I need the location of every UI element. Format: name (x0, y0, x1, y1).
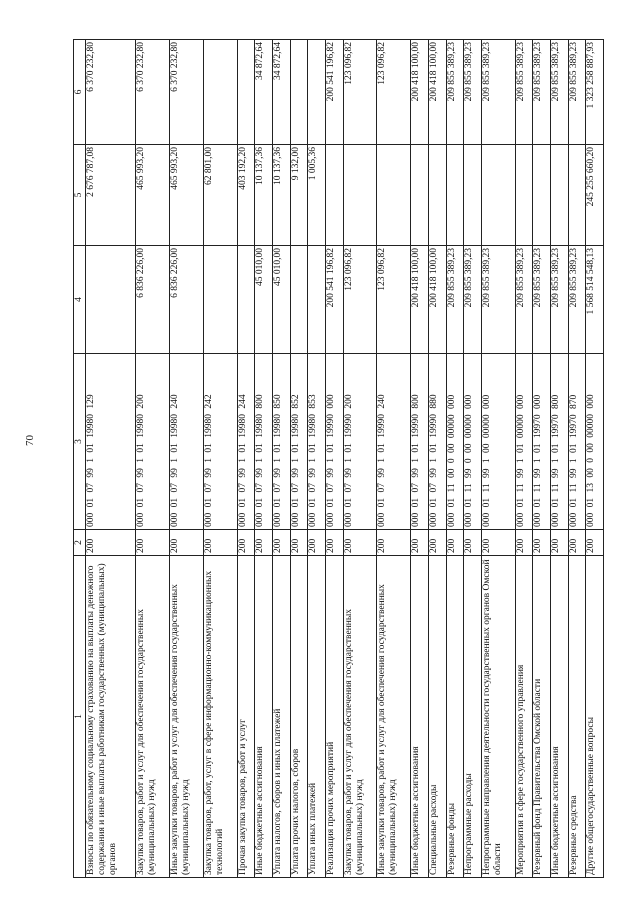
amount-col5-cell (343, 145, 377, 246)
table-row (377, 40, 411, 878)
admin-code-cell: 200 (169, 530, 203, 556)
table-row (325, 40, 343, 878)
table-body (86, 40, 604, 878)
amount-col6-cell: 209 855 389,23 (481, 40, 515, 145)
amount-col6-cell: 209 855 389,23 (464, 40, 482, 145)
amount-col4-cell: 200 541 196,82 (325, 246, 343, 354)
amount-col4-cell: 209 855 389,23 (568, 246, 586, 354)
header-cell: 2 (74, 530, 86, 556)
classification-code-cell: 000 01 07 99 1 01 19980 850 (272, 354, 290, 530)
row-name-cell: Закупка товаров, работ и услуг для обеспечения государственных (муниципальных) нужд (343, 556, 377, 878)
amount-col6-cell: 209 855 389,23 (550, 40, 568, 145)
row-name-cell: Уплата иных платежей (308, 556, 326, 878)
table-row (203, 40, 237, 878)
admin-code-cell: 200 (533, 530, 551, 556)
amount-col4-cell: 209 855 389,23 (515, 246, 533, 354)
header-cell: 1 (74, 556, 86, 878)
table-row (136, 40, 170, 878)
classification-code-cell: 000 01 07 99 1 01 19980 129 (86, 354, 136, 530)
amount-col6-cell (203, 40, 237, 145)
admin-code-cell: 200 (464, 530, 482, 556)
table-row (586, 40, 604, 878)
table-row (481, 40, 515, 878)
row-name-cell: Резервный фонд Правительства Омской области (533, 556, 551, 878)
row-name-cell: Иные закупки товаров, работ и услуг для обеспечения государственных (муниципальных) нужд (377, 556, 411, 878)
amount-col6-cell: 209 855 389,23 (446, 40, 464, 145)
amount-col6-cell (308, 40, 326, 145)
amount-col5-cell: 9 132,00 (290, 145, 308, 246)
amount-col5-cell: 465 993,20 (169, 145, 203, 246)
admin-code-cell: 200 (411, 530, 429, 556)
amount-col4-cell: 6 836 226,00 (136, 246, 170, 354)
classification-code-cell: 000 01 07 99 1 01 19980 800 (255, 354, 273, 530)
table-row (446, 40, 464, 878)
admin-code-cell: 200 (481, 530, 515, 556)
row-name-cell: Специальные расходы (428, 556, 446, 878)
admin-code-cell: 200 (308, 530, 326, 556)
admin-code-cell: 200 (586, 530, 604, 556)
table-row (428, 40, 446, 878)
row-name-cell: Прочая закупка товаров, работ и услуг (237, 556, 255, 878)
amount-col6-cell: 1 323 258 887,93 (586, 40, 604, 145)
amount-col5-cell: 403 192,20 (237, 145, 255, 246)
row-name-cell: Резервные средства (568, 556, 586, 878)
amount-col6-cell: 209 855 389,23 (515, 40, 533, 145)
table-row (255, 40, 273, 878)
header-cell: 3 (74, 354, 86, 530)
classification-code-cell: 000 01 07 99 1 01 19980 244 (237, 354, 255, 530)
row-name-cell: Закупка товаров, работ и услуг для обеспечения государственных (муниципальных) нужд (136, 556, 170, 878)
classification-code-cell: 000 01 11 00 0 00 00000 000 (446, 354, 464, 530)
admin-code-cell: 200 (136, 530, 170, 556)
table-row (411, 40, 429, 878)
table-row (86, 40, 136, 878)
row-name-cell: Иные закупки товаров, работ и услуг для обеспечения государственных (муниципальных) нужд (169, 556, 203, 878)
table-row (568, 40, 586, 878)
classification-code-cell: 000 01 07 99 1 01 19990 200 (343, 354, 377, 530)
amount-col6-cell: 209 855 389,23 (533, 40, 551, 145)
classification-code-cell: 000 01 07 99 1 01 19990 000 (325, 354, 343, 530)
table-row (169, 40, 203, 878)
amount-col4-cell: 209 855 389,23 (446, 246, 464, 354)
amount-col5-cell: 10 137,36 (255, 145, 273, 246)
row-name-cell: Закупка товаров, работ, услуг в сфере информационно-коммуникационных технологий (203, 556, 237, 878)
admin-code-cell: 200 (237, 530, 255, 556)
header-cell: 5 (74, 145, 86, 246)
admin-code-cell: 200 (550, 530, 568, 556)
row-name-cell: Другие общегосударственные вопросы (586, 556, 604, 878)
classification-code-cell: 000 01 11 99 1 00 00000 000 (481, 354, 515, 530)
amount-col6-cell: 200 418 100,00 (428, 40, 446, 145)
amount-col6-cell: 34 872,64 (272, 40, 290, 145)
amount-col4-cell: 45 010,00 (272, 246, 290, 354)
admin-code-cell: 200 (86, 530, 136, 556)
amount-col6-cell: 123 096,82 (377, 40, 411, 145)
classification-code-cell: 000 01 11 99 1 01 00000 000 (515, 354, 533, 530)
classification-code-cell: 000 01 11 99 1 01 19970 000 (533, 354, 551, 530)
amount-col6-cell: 200 418 100,00 (411, 40, 429, 145)
admin-code-cell: 200 (325, 530, 343, 556)
admin-code-cell: 200 (272, 530, 290, 556)
row-name-cell: Взносы по обязательному социальному страхованию на выплаты денежного содержания и иные выплаты работникам государственных (муниципальных) органов (86, 556, 136, 878)
table-row (272, 40, 290, 878)
classification-code-cell: 000 01 07 99 1 01 19990 800 (411, 354, 429, 530)
amount-col5-cell (568, 145, 586, 246)
amount-col4-cell: 200 418 100,00 (411, 246, 429, 354)
budget-table (73, 39, 604, 878)
admin-code-cell: 200 (290, 530, 308, 556)
amount-col6-cell: 34 872,64 (255, 40, 273, 145)
table-row (343, 40, 377, 878)
amount-col4-cell (86, 246, 136, 354)
row-name-cell: Непрограммные расходы (464, 556, 482, 878)
amount-col6-cell: 6 370 232,80 (169, 40, 203, 145)
amount-col4-cell: 1 568 514 548,13 (586, 246, 604, 354)
amount-col6-cell: 6 370 232,80 (86, 40, 136, 145)
classification-code-cell: 000 01 07 99 1 01 19990 880 (428, 354, 446, 530)
admin-code-cell: 200 (446, 530, 464, 556)
amount-col6-cell: 209 855 389,23 (568, 40, 586, 145)
amount-col4-cell (308, 246, 326, 354)
amount-col6-cell (290, 40, 308, 145)
header-cell: 4 (74, 246, 86, 354)
row-name-cell: Иные бюджетные ассигнования (255, 556, 273, 878)
amount-col4-cell (237, 246, 255, 354)
amount-col4-cell: 209 855 389,23 (464, 246, 482, 354)
amount-col6-cell: 6 370 232,80 (136, 40, 170, 145)
classification-code-cell: 000 01 13 00 0 00 00000 000 (586, 354, 604, 530)
amount-col5-cell (377, 145, 411, 246)
classification-code-cell: 000 01 11 99 1 01 19970 800 (550, 354, 568, 530)
row-name-cell: Резервные фонды (446, 556, 464, 878)
classification-code-cell: 000 01 11 99 0 00 00000 000 (464, 354, 482, 530)
amount-col5-cell (446, 145, 464, 246)
row-name-cell: Уплата налогов, сборов и иных платежей (272, 556, 290, 878)
amount-col4-cell (290, 246, 308, 354)
header-row (74, 40, 86, 878)
amount-col5-cell (550, 145, 568, 246)
row-name-cell: Уплата прочих налогов, сборов (290, 556, 308, 878)
admin-code-cell: 200 (255, 530, 273, 556)
amount-col5-cell: 62 801,00 (203, 145, 237, 246)
classification-code-cell: 000 01 07 99 1 01 19980 240 (169, 354, 203, 530)
row-name-cell: Непрограммные направления деятельности государственных органов Омской области (481, 556, 515, 878)
amount-col4-cell: 200 418 100,00 (428, 246, 446, 354)
table-row (308, 40, 326, 878)
amount-col4-cell: 45 010,00 (255, 246, 273, 354)
amount-col4-cell: 209 855 389,23 (550, 246, 568, 354)
header-cell: 6 (74, 40, 86, 145)
rotated-document (73, 40, 604, 878)
page-number: 70 (24, 435, 36, 446)
amount-col5-cell: 465 993,20 (136, 145, 170, 246)
amount-col4-cell: 6 836 226,00 (169, 246, 203, 354)
row-name-cell: Иные бюджетные ассигнования (550, 556, 568, 878)
amount-col5-cell: 245 255 660,20 (586, 145, 604, 246)
amount-col5-cell (325, 145, 343, 246)
admin-code-cell: 200 (203, 530, 237, 556)
admin-code-cell: 200 (428, 530, 446, 556)
amount-col5-cell (533, 145, 551, 246)
table-row (533, 40, 551, 878)
amount-col4-cell: 209 855 389,23 (481, 246, 515, 354)
classification-code-cell: 000 01 07 99 1 01 19980 242 (203, 354, 237, 530)
amount-col4-cell: 123 096,82 (343, 246, 377, 354)
classification-code-cell: 000 01 11 99 1 01 19970 870 (568, 354, 586, 530)
amount-col5-cell (515, 145, 533, 246)
admin-code-cell: 200 (568, 530, 586, 556)
amount-col4-cell: 123 096,82 (377, 246, 411, 354)
row-name-cell: Иные бюджетные ассигнования (411, 556, 429, 878)
classification-code-cell: 000 01 07 99 1 01 19980 200 (136, 354, 170, 530)
classification-code-cell: 000 01 07 99 1 01 19980 852 (290, 354, 308, 530)
amount-col5-cell (411, 145, 429, 246)
amount-col5-cell (464, 145, 482, 246)
table-row (550, 40, 568, 878)
amount-col4-cell: 209 855 389,23 (533, 246, 551, 354)
row-name-cell: Реализация прочих мероприятий (325, 556, 343, 878)
amount-col6-cell: 200 541 196,82 (325, 40, 343, 145)
amount-col5-cell: 1 005,36 (308, 145, 326, 246)
amount-col5-cell: 10 137,36 (272, 145, 290, 246)
amount-col5-cell (481, 145, 515, 246)
table-row (290, 40, 308, 878)
admin-code-cell: 200 (343, 530, 377, 556)
amount-col4-cell (203, 246, 237, 354)
classification-code-cell: 000 01 07 99 1 01 19990 240 (377, 354, 411, 530)
classification-code-cell: 000 01 07 99 1 01 19980 853 (308, 354, 326, 530)
admin-code-cell: 200 (515, 530, 533, 556)
row-name-cell: Мероприятия в сфере государственного управления (515, 556, 533, 878)
amount-col6-cell: 123 096,82 (343, 40, 377, 145)
table-row (515, 40, 533, 878)
amount-col5-cell: 2 676 787,08 (86, 145, 136, 246)
amount-col5-cell (428, 145, 446, 246)
amount-col6-cell (237, 40, 255, 145)
table-row (237, 40, 255, 878)
admin-code-cell: 200 (377, 530, 411, 556)
table-row (464, 40, 482, 878)
